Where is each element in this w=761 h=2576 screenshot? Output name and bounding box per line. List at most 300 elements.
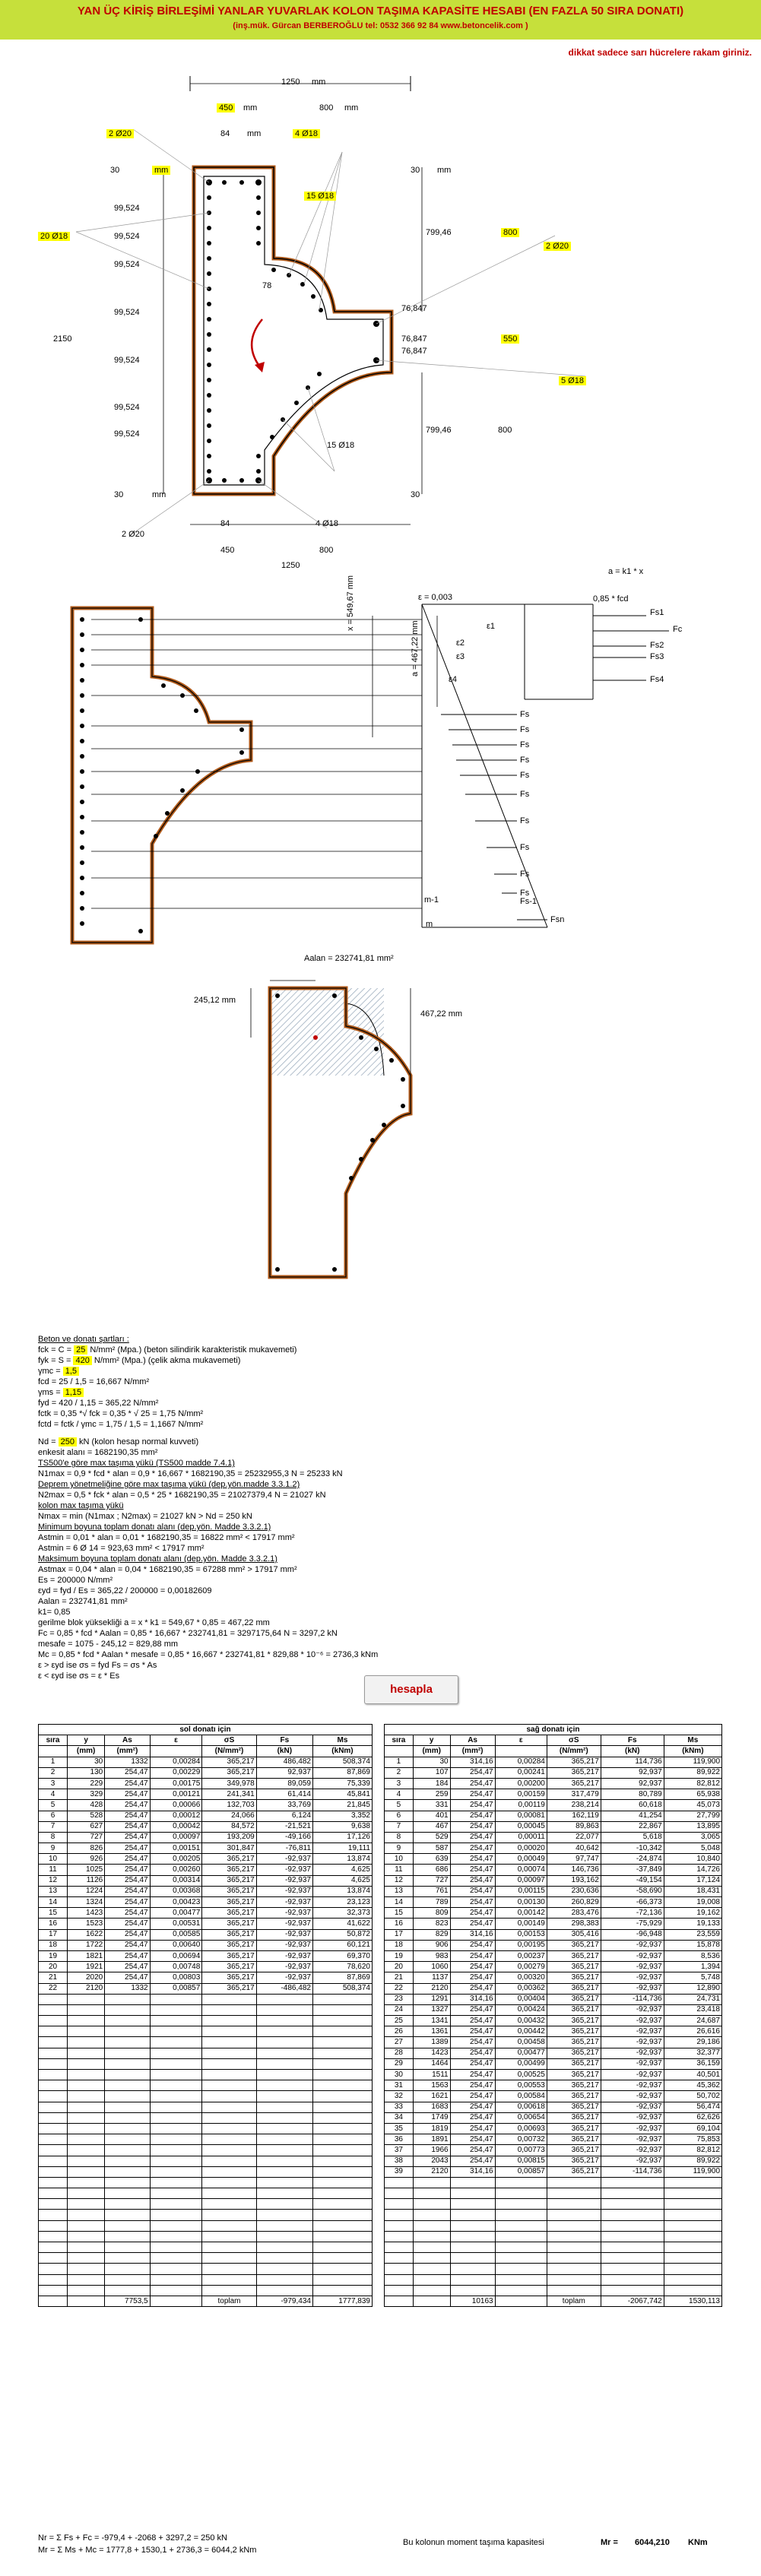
table-cell <box>256 2210 312 2220</box>
table-row <box>385 2123 722 2134</box>
column-unit: (kN) <box>601 1746 664 1757</box>
table-cell: 587 <box>413 1843 450 1854</box>
table-cell <box>202 2285 256 2296</box>
table-cell <box>256 1994 312 2004</box>
input-gms[interactable]: 1,15 <box>63 1388 84 1397</box>
table-row <box>39 2166 373 2177</box>
table-cell <box>312 2156 372 2166</box>
fctk-line: fctk = 0,35 *√ fck = 0,35 * √ 25 = 1,75 N/mm² <box>38 1409 204 1418</box>
top-width-unit: mm <box>312 78 326 87</box>
total-cell <box>413 2296 450 2306</box>
table-cell: 0,00368 <box>150 1886 202 1896</box>
table-cell <box>450 2285 495 2296</box>
table-cell: 241,341 <box>202 1789 256 1800</box>
table-cell <box>256 2091 312 2102</box>
table-cell: 26 <box>385 2026 414 2037</box>
calc-heading: TS500'e göre max taşıma yükü (TS500 madde 7.4.1) <box>38 1459 235 1468</box>
table-cell: 1361 <box>413 2026 450 2037</box>
m-label: m <box>426 920 433 929</box>
table-cell: 34 <box>385 2112 414 2123</box>
table-cell: 20 <box>39 1962 68 1972</box>
table-cell <box>39 2123 68 2134</box>
table-cell <box>413 2220 450 2231</box>
cover-bottom-right: 30 <box>411 490 420 499</box>
table-cell: 50,702 <box>664 2091 721 2102</box>
input-nd[interactable]: 250 <box>59 1437 77 1446</box>
table-cell <box>202 2242 256 2253</box>
table-cell: 3 <box>385 1778 414 1789</box>
table-cell: 132,703 <box>202 1800 256 1811</box>
table-cell: 17,124 <box>664 1875 721 1886</box>
table-cell <box>256 2145 312 2156</box>
table-cell <box>105 2091 150 2102</box>
table-cell: 6,124 <box>256 1811 312 1821</box>
table-row <box>385 2220 722 2231</box>
table-row <box>385 1983 722 1994</box>
table-cell: 761 <box>413 1886 450 1896</box>
table-row <box>385 2210 722 2220</box>
table-cell <box>39 2145 68 2156</box>
table-cell <box>68 2102 105 2112</box>
table-cell: -92,937 <box>601 1983 664 1994</box>
table-row <box>39 2188 373 2199</box>
table-cell: 0,00074 <box>495 1865 547 1875</box>
table-cell <box>312 2253 372 2264</box>
table-cell: 0,00081 <box>495 1811 547 1821</box>
table-row <box>39 1854 373 1865</box>
nr-line: Nr = Σ Fs + Fc = -979,4 + -2068 + 3297,2 = 250 kN <box>38 2533 227 2543</box>
table-cell <box>68 2070 105 2080</box>
table-cell: -92,937 <box>601 2091 664 2102</box>
table-row <box>39 1950 373 1961</box>
table-row <box>39 1886 373 1896</box>
table-row <box>39 1962 373 1972</box>
table-cell: 0,00020 <box>495 1843 547 1854</box>
table-cell: 20 <box>385 1962 414 1972</box>
table-cell: 92,937 <box>256 1767 312 1778</box>
table-cell: -92,937 <box>601 2058 664 2069</box>
table-cell <box>385 2231 414 2242</box>
column-header: Fs <box>601 1735 664 1746</box>
table-cell <box>547 2274 601 2285</box>
total-cell: 1777,839 <box>312 2296 372 2306</box>
table-cell: 50,872 <box>312 1929 372 1940</box>
table-cell <box>495 2274 547 2285</box>
table-cell: 1921 <box>68 1962 105 1972</box>
table-cell: 254,47 <box>105 1972 150 1983</box>
table-row <box>39 1821 373 1832</box>
table-cell: 365,217 <box>202 1929 256 1940</box>
input-right-bar[interactable]: 2 Ø20 <box>544 242 571 251</box>
mr-line: Mr = Σ Ms + Mc = 1777,8 + 1530,1 + 2736,3 = 6044,2 kNm <box>38 2546 257 2555</box>
table-row <box>385 1919 722 1929</box>
table-cell <box>256 2080 312 2091</box>
table-cell <box>39 2285 68 2296</box>
table-cell <box>495 2264 547 2274</box>
table-cell <box>202 2145 256 2156</box>
table-cell: 254,47 <box>450 2058 495 2069</box>
table-cell <box>547 2177 601 2188</box>
table-row <box>385 1886 722 1896</box>
table-cell: 45,362 <box>664 2080 721 2091</box>
a-formula: a = k1 * x <box>608 567 644 576</box>
table-cell: 254,47 <box>105 1865 150 1875</box>
cover-right: 30 <box>411 166 420 175</box>
table-cell <box>312 2123 372 2134</box>
table-cell: 22 <box>385 1983 414 1994</box>
total-cell <box>150 2296 202 2306</box>
table-cell: 27,799 <box>664 1811 721 1821</box>
calc-heading: Deprem yönetmeliğine göre max taşıma yükü (dep.yön.madde 3.3.1.2) <box>38 1480 300 1489</box>
input-mm[interactable]: mm <box>152 166 170 175</box>
table-cell <box>312 2004 372 2015</box>
table-row <box>39 1843 373 1854</box>
gmc-line: γmc = 1,5 <box>38 1366 296 1377</box>
table-cell <box>256 2026 312 2037</box>
table-cell: 33 <box>385 2102 414 2112</box>
table-row <box>385 1843 722 1854</box>
table-row <box>385 1875 722 1886</box>
table-cell: 26,616 <box>664 2026 721 2037</box>
table-cell <box>601 2188 664 2199</box>
table-cell <box>68 2112 105 2123</box>
table-cell: 508,374 <box>312 1983 372 1994</box>
table-cell: 0,00049 <box>495 1854 547 1865</box>
column-header: sıra <box>39 1735 68 1746</box>
table-cell: 1423 <box>68 1908 105 1919</box>
table-cell <box>256 2070 312 2080</box>
table-cell: 0,00773 <box>495 2145 547 2156</box>
table-cell <box>601 2285 664 2296</box>
table-cell: 254,47 <box>105 1843 150 1854</box>
table-cell: 1324 <box>68 1897 105 1908</box>
table-cell <box>150 2177 202 2188</box>
input-bar-top-right[interactable]: 4 Ø18 <box>293 129 320 138</box>
table-row <box>39 2145 373 2156</box>
input-w450[interactable]: 450 <box>217 103 235 112</box>
table-cell <box>39 2048 68 2058</box>
table-cell: 0,00553 <box>495 2080 547 2091</box>
table-cell <box>150 2026 202 2037</box>
table-cell <box>256 2123 312 2134</box>
mm-label: mm <box>344 103 359 112</box>
table-cell <box>202 2026 256 2037</box>
table-row <box>385 2145 722 2156</box>
table-cell: 19,133 <box>664 1919 721 1929</box>
table-cell: 254,47 <box>450 2156 495 2166</box>
table-cell: 0,00499 <box>495 2058 547 2069</box>
x-label: x = 549,67 mm <box>346 575 355 631</box>
table-cell: 365,217 <box>547 2037 601 2048</box>
table-cell <box>150 2123 202 2134</box>
table-row <box>39 1940 373 1950</box>
table-cell: 230,636 <box>547 1886 601 1896</box>
table-cell <box>150 2145 202 2156</box>
table-cell: 365,217 <box>547 2070 601 2080</box>
table-cell: 314,16 <box>450 1757 495 1767</box>
table-row <box>385 1800 722 1811</box>
compression-section-drawing <box>0 965 761 1285</box>
column-header: ε <box>150 1735 202 1746</box>
table-cell <box>150 2166 202 2177</box>
table-cell: -92,937 <box>256 1886 312 1896</box>
table-cell: -92,937 <box>601 2004 664 2015</box>
table-cell <box>202 2058 256 2069</box>
input-h800-top[interactable]: 800 <box>501 228 519 237</box>
table-cell <box>39 2242 68 2253</box>
table-cell: -486,482 <box>256 1983 312 1994</box>
table-cell: 0,00241 <box>495 1767 547 1778</box>
table-row <box>39 2016 373 2026</box>
column-header: Ms <box>312 1735 372 1746</box>
column-header: sıra <box>385 1735 414 1746</box>
calculate-button[interactable]: hesapla <box>364 1675 458 1704</box>
table-cell: -58,690 <box>601 1886 664 1896</box>
table-cell <box>450 2220 495 2231</box>
input-note: dikkat sadece sarı hücrelere rakam giriniz. <box>568 47 752 58</box>
fs-label: Fs <box>520 870 530 879</box>
table-cell: 11 <box>39 1865 68 1875</box>
table-cell: 254,47 <box>450 1908 495 1919</box>
table-row <box>385 1940 722 1950</box>
table-cell: 3,352 <box>312 1811 372 1821</box>
table-row <box>39 1972 373 1983</box>
table-row <box>39 2264 373 2274</box>
table-cell: 1224 <box>68 1886 105 1896</box>
spacing-label: 99,524 <box>114 232 140 241</box>
table-cell <box>413 2231 450 2242</box>
table-cell <box>68 2048 105 2058</box>
input-gmc[interactable]: 1,5 <box>63 1367 79 1376</box>
table-cell <box>312 2166 372 2177</box>
table-cell: 1523 <box>68 1919 105 1929</box>
table-cell: 107 <box>413 1767 450 1778</box>
table-cell: 6 <box>385 1811 414 1821</box>
column-unit: (mm) <box>68 1746 105 1757</box>
table-cell <box>68 2264 105 2274</box>
table-cell: 18 <box>39 1940 68 1950</box>
table-cell: 254,47 <box>450 1950 495 1961</box>
calc-heading: Maksimum boyuna toplam donatı alanı (dep.yön. Madde 3.3.2.1) <box>38 1554 277 1564</box>
eps1: ε1 <box>487 622 496 631</box>
table-cell: 32,373 <box>312 1908 372 1919</box>
cover-bottom: 30 <box>114 490 124 499</box>
table-cell: 254,47 <box>105 1897 150 1908</box>
table-cell: 1341 <box>413 2016 450 2026</box>
table-cell <box>150 2102 202 2112</box>
table-cell <box>202 2102 256 2112</box>
table-cell: 823 <box>413 1919 450 1929</box>
table-cell: 1291 <box>413 1994 450 2004</box>
table-cell <box>39 2037 68 2048</box>
table-cell: 1389 <box>413 2037 450 2048</box>
table-cell: 238,214 <box>547 1800 601 1811</box>
eps4: ε4 <box>449 675 458 684</box>
nd-line: Nd = 250 kN (kolon hesap normal kuvveti) <box>38 1437 199 1446</box>
table-cell: 1622 <box>68 1929 105 1940</box>
table-cell: 89,059 <box>256 1778 312 1789</box>
table-cell: 7 <box>385 1821 414 1832</box>
table-cell <box>495 2231 547 2242</box>
w84-bottom: 84 <box>220 519 230 528</box>
table-cell: 10,840 <box>664 1854 721 1865</box>
table-cell <box>150 2048 202 2058</box>
table-cell <box>150 2242 202 2253</box>
table-cell: 254,47 <box>450 1962 495 1972</box>
table-cell <box>312 2037 372 2048</box>
height-label: 2150 <box>53 334 72 344</box>
table-cell: 82,812 <box>664 2145 721 2156</box>
fs-label: Fs <box>520 889 530 898</box>
table-cell: 365,217 <box>547 2004 601 2015</box>
table-cell: -92,937 <box>256 1875 312 1886</box>
table-cell <box>202 2274 256 2285</box>
table-row <box>385 2253 722 2264</box>
table-cell <box>150 2134 202 2145</box>
table-row <box>385 2070 722 2080</box>
table-cell <box>256 2274 312 2285</box>
table-cell: 314,16 <box>450 1929 495 1940</box>
table-cell: 13 <box>39 1886 68 1896</box>
table-cell <box>105 2156 150 2166</box>
right-rebar-table <box>384 1724 722 2307</box>
table-cell <box>547 2210 601 2220</box>
table-cell: 78,620 <box>312 1962 372 1972</box>
column-unit <box>385 1746 414 1757</box>
calc-line: N2max = 0,5 * fck * alan = 0,5 * 25 * 1682190,35 = 21027379,4 N = 21027 kN <box>38 1491 326 1500</box>
table-cell <box>385 2199 414 2210</box>
table-cell: 0,00803 <box>150 1972 202 1983</box>
input-fck[interactable]: 25 <box>74 1345 87 1355</box>
table-cell: 1 <box>385 1757 414 1767</box>
table-cell: 82,812 <box>664 1778 721 1789</box>
table-cell <box>39 2070 68 2080</box>
calc-line: Aalan = 232741,81 mm² <box>38 1597 128 1606</box>
calc-line: N1max = 0,9 * fcd * alan = 0,9 * 16,667 * 1682190,35 = 25232955,3 N = 25233 kN <box>38 1469 343 1478</box>
table-cell: 254,47 <box>450 1789 495 1800</box>
table-cell: -49,154 <box>601 1875 664 1886</box>
table-row <box>39 1908 373 1919</box>
mr-label: Mr = <box>601 2538 618 2547</box>
table-cell: 12 <box>385 1875 414 1886</box>
table-cell <box>39 2274 68 2285</box>
table-cell <box>150 2004 202 2015</box>
table-cell: 0,00045 <box>495 1821 547 1832</box>
table-cell: 365,217 <box>547 2145 601 2156</box>
table-row <box>385 2037 722 2048</box>
table-cell <box>68 2123 105 2134</box>
table-row <box>385 2242 722 2253</box>
table-cell: -92,937 <box>601 1940 664 1950</box>
table-cell: 254,47 <box>105 1908 150 1919</box>
table-row <box>385 2166 722 2177</box>
h799-label: 799,46 <box>426 228 452 237</box>
input-bar-top-left[interactable]: 2 Ø20 <box>106 129 134 138</box>
table-total-row <box>39 2296 373 2306</box>
table-cell: 60,618 <box>601 1800 664 1811</box>
table-cell: 1 <box>39 1757 68 1767</box>
table-cell: 30 <box>413 1757 450 1767</box>
fs2-label: Fs2 <box>650 641 664 650</box>
table-cell: 2020 <box>68 1972 105 1983</box>
table-cell <box>385 2188 414 2199</box>
table-cell: -76,811 <box>256 1843 312 1854</box>
table-cell: 40,642 <box>547 1843 601 1854</box>
fck-line: fck = C = 25 N/mm² (Mpa.) (beton silindirik karakteristik mukavemeti) <box>38 1345 297 1355</box>
table-row <box>39 2048 373 2058</box>
table-row <box>385 2026 722 2037</box>
table-cell: 365,217 <box>547 1767 601 1778</box>
table-row <box>39 1994 373 2004</box>
table-cell: 365,217 <box>547 2123 601 2134</box>
table-row <box>39 2199 373 2210</box>
table-cell: 13,874 <box>312 1854 372 1865</box>
input-left-bars[interactable]: 20 Ø18 <box>38 232 70 241</box>
table-row <box>39 2285 373 2296</box>
input-fyk[interactable]: 420 <box>73 1356 91 1365</box>
table-cell: 2 <box>385 1767 414 1778</box>
table-cell: 65,938 <box>664 1789 721 1800</box>
table-cell <box>256 2156 312 2166</box>
input-h550[interactable]: 550 <box>501 334 519 344</box>
input-right-bar2[interactable]: 5 Ø18 <box>559 376 586 385</box>
table-cell: 365,217 <box>202 1908 256 1919</box>
table-cell: 4 <box>39 1789 68 1800</box>
table-cell: 9 <box>39 1843 68 1854</box>
table-cell <box>664 2199 721 2210</box>
table-cell <box>39 2091 68 2102</box>
table-cell: 254,47 <box>105 1929 150 1940</box>
capacity-label: Bu kolonun moment taşıma kapasitesi <box>403 2538 544 2547</box>
table-cell: 365,217 <box>547 1972 601 1983</box>
table-cell <box>68 2080 105 2091</box>
table-cell: 3,065 <box>664 1832 721 1842</box>
table-cell: 11 <box>385 1865 414 1875</box>
table-cell <box>495 2242 547 2253</box>
column-header: Ms <box>664 1735 721 1746</box>
input-mid-bars[interactable]: 15 Ø18 <box>304 192 336 201</box>
mm-label: mm <box>152 490 166 499</box>
table-cell: 254,47 <box>105 1854 150 1865</box>
table-cell <box>39 2156 68 2166</box>
column-unit: (N/mm²) <box>202 1746 256 1757</box>
table-cell <box>385 2210 414 2220</box>
table-cell <box>202 2253 256 2264</box>
table-cell <box>150 2220 202 2231</box>
table-cell <box>413 2253 450 2264</box>
table-cell <box>495 2199 547 2210</box>
table-cell: -92,937 <box>601 2070 664 2080</box>
w450-bottom: 450 <box>220 546 235 555</box>
table-cell <box>105 2004 150 2015</box>
mm-label: mm <box>243 103 258 112</box>
table-cell: 13,895 <box>664 1821 721 1832</box>
a-label: a = 467,22 mm <box>411 620 420 676</box>
fs3-label: Fs3 <box>650 652 664 661</box>
table-cell: 0,00423 <box>150 1897 202 1908</box>
table-cell: -114,736 <box>601 1994 664 2004</box>
table-cell: 39 <box>385 2166 414 2177</box>
table-cell: 305,416 <box>547 1929 601 1940</box>
table-cell <box>312 2264 372 2274</box>
table-cell <box>105 2037 150 2048</box>
table-cell: 0,00585 <box>150 1929 202 1940</box>
table-cell <box>105 2102 150 2112</box>
table-cell: 17,126 <box>312 1832 372 1842</box>
table-cell <box>312 2091 372 2102</box>
table-cell <box>664 2274 721 2285</box>
table-cell <box>105 2134 150 2145</box>
